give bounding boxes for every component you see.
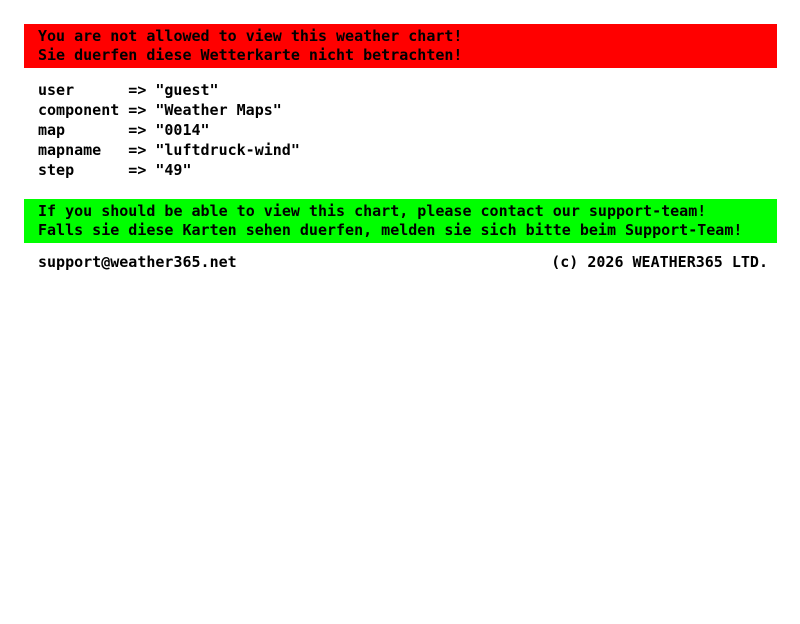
error-page: [24, 24, 777, 272]
param-row-component: [38, 100, 777, 120]
param-row-mapname: [38, 140, 777, 160]
access-denied-line-en: You are not allowed to view this weather chart!: [38, 27, 463, 45]
param-key: component: [38, 101, 120, 119]
contact-support-banner: [24, 199, 777, 243]
param-arrow: =>: [128, 161, 147, 179]
param-arrow: =>: [128, 101, 147, 119]
param-row-user: [38, 80, 777, 100]
contact-support-line-en: If you should be able to view this chart, please contact our support-team!: [38, 202, 707, 220]
param-key: user: [38, 81, 75, 99]
param-value: "guest": [155, 81, 219, 99]
param-key: mapname: [38, 141, 102, 159]
param-row-map: [38, 120, 777, 140]
param-value: "luftdruck-wind": [155, 141, 300, 159]
access-denied-line-de: Sie duerfen diese Wetterkarte nicht betrachten!: [38, 46, 463, 64]
param-key: step: [38, 161, 75, 179]
contact-support-line-de: Falls sie diese Karten sehen duerfen, melden sie sich bitte beim Support-Team!: [38, 221, 743, 239]
copyright-notice: (c) 2026 WEATHER365 LTD.: [551, 253, 768, 271]
request-params: [24, 80, 777, 180]
footer: [24, 252, 777, 272]
param-arrow: =>: [128, 81, 147, 99]
param-value: "49": [155, 161, 192, 179]
param-arrow: =>: [128, 121, 147, 139]
support-email: support@weather365.net: [38, 253, 237, 271]
access-denied-banner: [24, 24, 777, 68]
param-value: "Weather Maps": [155, 101, 282, 119]
param-arrow: =>: [128, 141, 147, 159]
param-value: "0014": [155, 121, 210, 139]
param-row-step: [38, 160, 777, 180]
param-key: map: [38, 121, 66, 139]
